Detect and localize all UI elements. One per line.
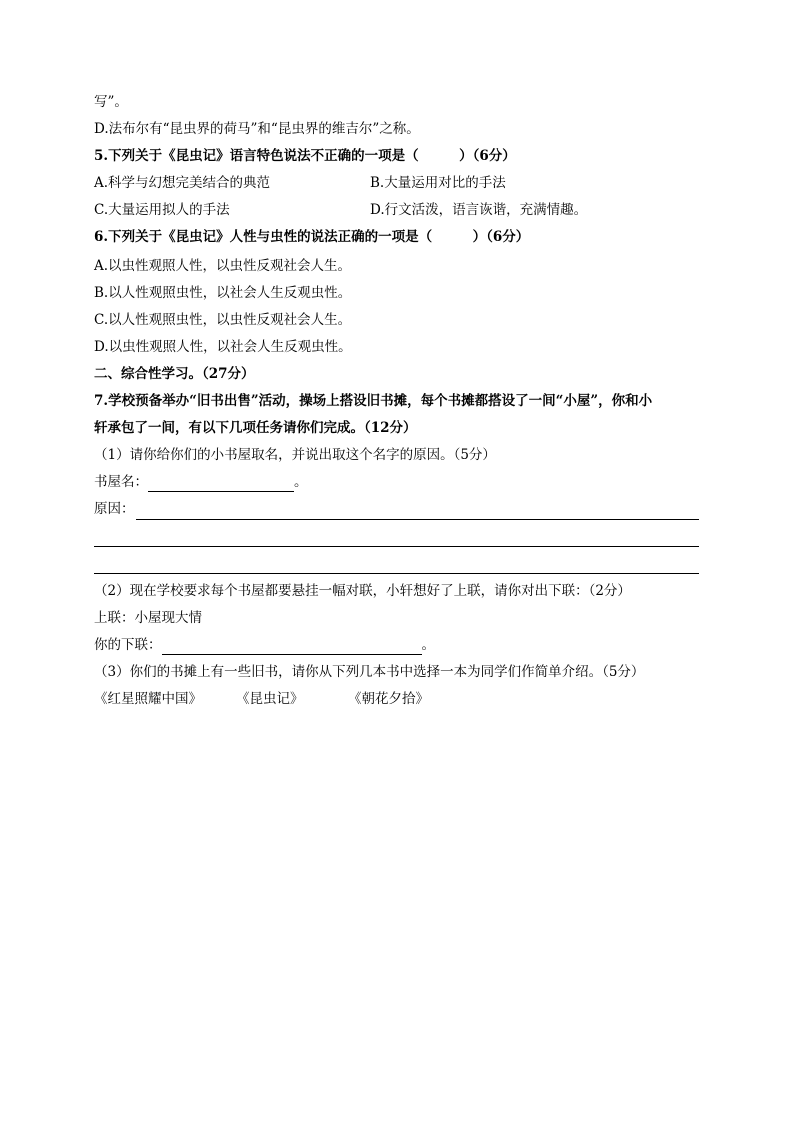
q7-sub1: （1）请你给你们的小书屋取名，并说出取这个名字的原因。（5分） xyxy=(94,447,496,463)
question-5-stem: 5.下列关于《昆虫记》语言特色说法不正确的一项是（ ）（6分） xyxy=(94,148,516,164)
shop-name-end: 。 xyxy=(294,474,308,490)
q5-option-b: B.大量运用对比的手法 xyxy=(370,175,506,191)
q5-option-a: A.科学与幻想完美结合的典范 xyxy=(94,175,271,191)
reason-blank-line-3[interactable] xyxy=(94,573,699,574)
shop-name-row xyxy=(94,472,308,492)
q5-option-d: D.行文活泼，语言诙谐，充满情趣。 xyxy=(370,202,588,218)
question-7-stem-line2: 轩承包了一间，有以下几项任务请你们完成。（12分） xyxy=(94,420,417,436)
q7-sub2: （2）现在学校要求每个书屋都要悬挂一幅对联，小轩想好了上联，请你对出下联：（2分） xyxy=(94,583,631,599)
question-5-row2 xyxy=(94,200,694,220)
q6-option-a: A.以虫性观照人性，以虫性反观社会人生。 xyxy=(94,258,352,274)
book-title-3: 《朝花夕拾》 xyxy=(348,691,429,707)
option-d-previous: D.法布尔有“昆虫界的荷马”和“昆虫界的维吉尔”之称。 xyxy=(94,121,420,137)
shop-name-label: 书屋名： xyxy=(94,474,148,490)
couplet-lower-blank[interactable] xyxy=(162,640,422,655)
question-6-stem: 6.下列关于《昆虫记》人性与虫性的说法正确的一项是（ ）（6分） xyxy=(94,229,530,245)
question-7-stem-line1: 7.学校预备举办“旧书出售”活动，操场上搭设旧书摊，每个书摊都搭设了一间“小屋”，你和小 xyxy=(94,393,653,409)
section-2-heading: 二、综合性学习。（27分） xyxy=(94,366,255,382)
reason-blank-line-2[interactable] xyxy=(94,546,699,547)
q6-option-c: C.以人性观照虫性，以虫性反观社会人生。 xyxy=(94,312,352,328)
reason-blank-line-1[interactable] xyxy=(136,519,699,520)
q7-sub3: （3）你们的书摊上有一些旧书，请你从下列几本书中选择一本为同学们作简单介绍。（5分） xyxy=(94,664,645,680)
book-title-1: 《红星照耀中国》 xyxy=(94,691,202,707)
question-5-row1 xyxy=(94,173,694,193)
book-list xyxy=(94,689,429,709)
couplet-upper: 上联：小屋现大情 xyxy=(94,610,202,626)
q6-option-b: B.以人性观照虫性，以社会人生反观虫性。 xyxy=(94,285,352,301)
couplet-lower-row xyxy=(94,635,435,655)
text-line: 写”。 xyxy=(94,94,128,110)
q5-option-c: C.大量运用拟人的手法 xyxy=(94,202,230,218)
book-title-2: 《昆虫记》 xyxy=(236,691,304,707)
couplet-lower-end: 。 xyxy=(421,637,435,653)
reason-label: 原因： xyxy=(94,501,135,517)
shop-name-blank[interactable] xyxy=(148,477,294,492)
q6-option-d: D.以虫性观照人性，以社会人生反观虫性。 xyxy=(94,339,352,355)
couplet-lower-label: 你的下联： xyxy=(94,637,162,653)
